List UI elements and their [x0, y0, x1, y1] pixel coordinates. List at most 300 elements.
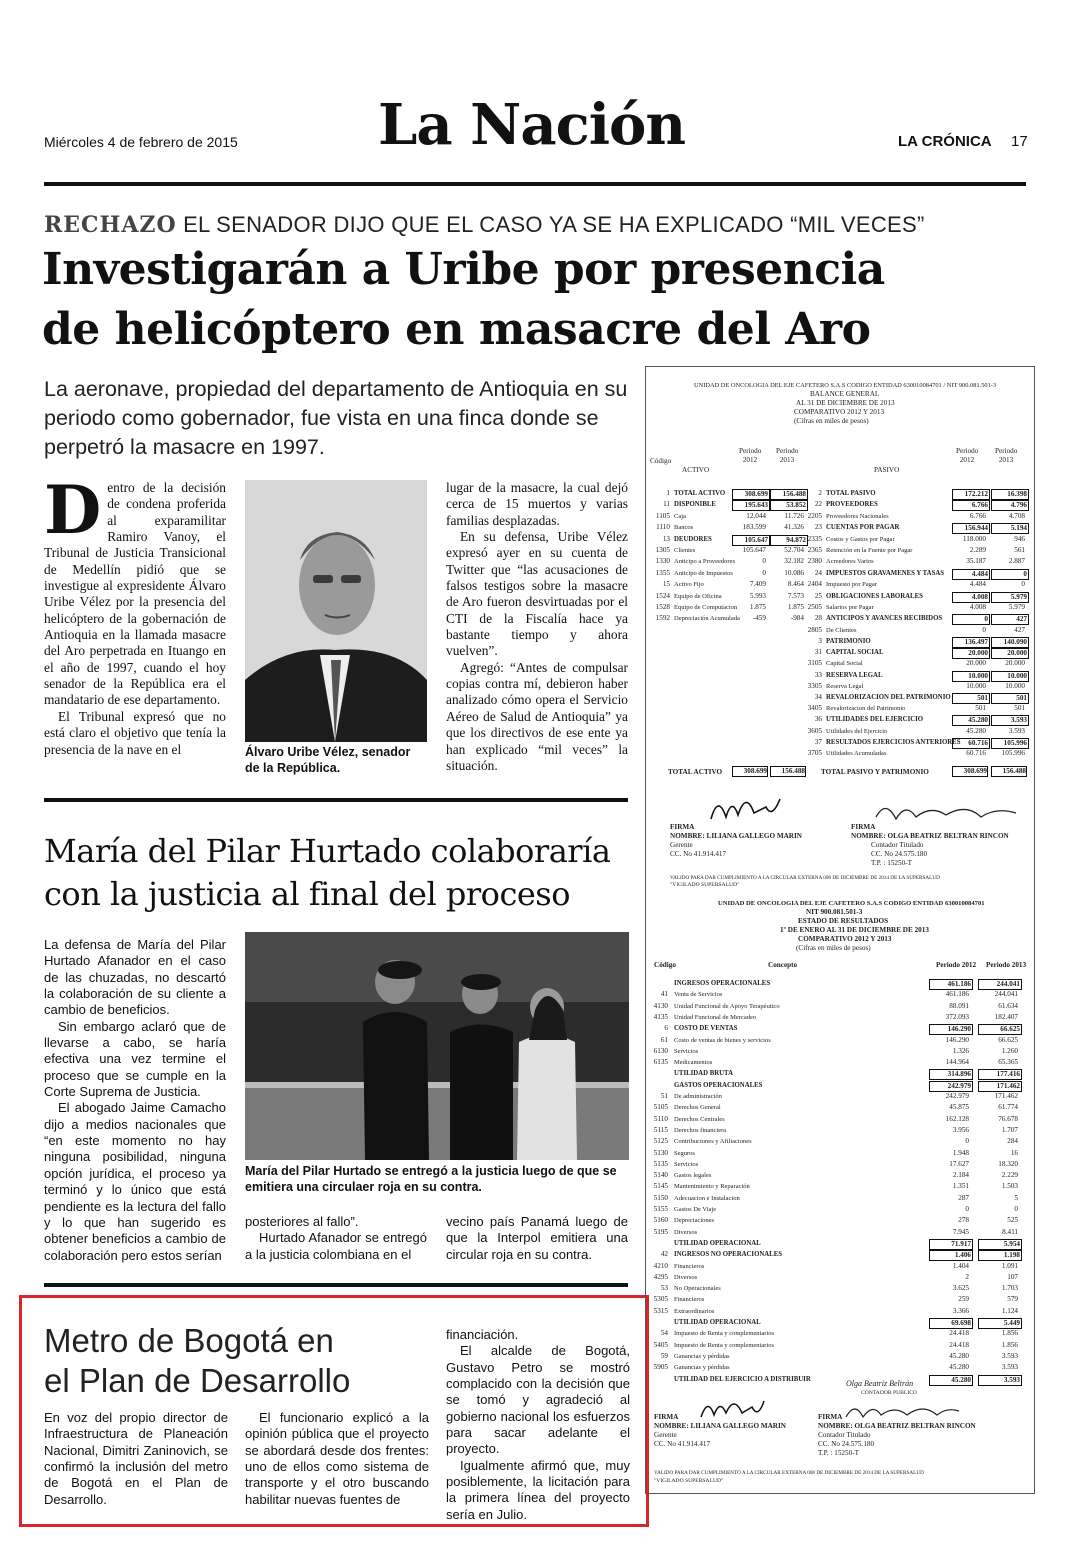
activo-row-value-2013: 94.872 — [770, 535, 808, 546]
pasivo-row-code: 22 — [814, 500, 822, 509]
er-row-value-2013: 1.124 — [1001, 1306, 1018, 1315]
er-row-value-2012: 45.280 — [929, 1375, 973, 1386]
er-col-p2012: Periodo 2012 — [936, 961, 977, 969]
er-row-code: 5160 — [653, 1216, 668, 1225]
third-col1-p1: En voz del propio director de Infraestructura de Planeación Nacional, Dimitri Zaninovich, se confirmó la inclusión del metro de Bogotá en el Plan de Desarrollo. — [44, 1410, 228, 1507]
bg-col-activo: ACTIVO — [682, 466, 710, 474]
patrimonio-row-value-2013: 3.593 — [991, 715, 1029, 726]
er-row-label: Diversos — [674, 1228, 698, 1236]
er-row-value-2013: 1.260 — [1001, 1046, 1018, 1055]
second-headline-line1: María del Pilar Hurtado colaboraría — [44, 832, 611, 870]
activo-row-code: 1330 — [655, 557, 670, 566]
patrimonio-row-value-2013: 501 — [991, 693, 1029, 704]
patrimonio-row-value-2013: 140.090 — [991, 637, 1029, 648]
pasivo-row-value-2013: 4.796 — [991, 500, 1029, 511]
activo-row-value-2012: 1.875 — [749, 603, 766, 611]
er-row-label: INGRESOS NO OPERACIONALES — [674, 1251, 783, 1259]
activo-row-value-2013: 10.086 — [784, 568, 804, 577]
er-row-value-2013: 1.856 — [1001, 1340, 1018, 1349]
pasivo-row-value-2013: 0 — [991, 569, 1029, 580]
patrimonio-row-value-2012: 10.000 — [952, 671, 990, 682]
lead-headline-line1: Investigarán a Uribe por presencia — [42, 244, 885, 295]
patrimonio-row-value-2013: 20.000 — [1005, 659, 1025, 668]
er-row-label: Gastos De Viaje — [674, 1206, 717, 1213]
patrimonio-row-code: 34 — [814, 693, 822, 701]
er-row-value-2012: 461.186 — [929, 979, 973, 990]
patrimonio-row-label: REVALORIZACION DEL PATRIMONIO — [826, 694, 951, 701]
er-row-code: 4210 — [653, 1261, 668, 1270]
er-row-value-2012: 0 — [965, 1137, 969, 1146]
er-title-2: NIT 900.081.501-3 — [806, 908, 863, 916]
masthead: La Nación — [378, 92, 686, 158]
pasivo-row-value-2013: 4.708 — [1008, 511, 1025, 520]
er-row-label: Derechos financiera — [674, 1126, 727, 1134]
er-row-value-2012: 278 — [958, 1216, 969, 1225]
bg-title-4: COMPARATIVO 2012 Y 2013 — [794, 408, 885, 416]
activo-row-code: 1305 — [655, 546, 670, 554]
activo-row-value-2012: 12.044 — [746, 511, 766, 520]
er-row-code: 61 — [660, 1035, 668, 1044]
patrimonio-row-value-2012: 10.000 — [966, 681, 986, 690]
second-headline-line2: con la justicia al final del proceso — [44, 875, 570, 913]
er-row-value-2012: 162.128 — [945, 1114, 969, 1123]
er-row-value-2012: 1.351 — [952, 1182, 969, 1191]
activo-row-code: 1524 — [655, 591, 670, 600]
er-row-value-2013: 579 — [1007, 1295, 1018, 1304]
activo-row-value-2013: -984 — [790, 614, 804, 623]
total-activo-2013: 156.488 — [770, 766, 806, 777]
second-col3-p1: vecino país Panamá luego de que la Interpol emitiera una circular roja en su contra. — [446, 1214, 628, 1262]
er-sig2-cc: CC. No 24.575.180 — [818, 1440, 875, 1448]
activo-row-value-2013: 1.875 — [787, 603, 804, 611]
patrimonio-row-value-2013: 10.000 — [1005, 681, 1025, 690]
financial-notice — [645, 366, 1035, 1494]
third-col3-p0: financiación. — [446, 1327, 519, 1342]
er-row-code: 6135 — [653, 1058, 668, 1067]
activo-row-label: Anticipo a Proveedores — [674, 558, 736, 566]
er-row-value-2013: 1.091 — [1001, 1261, 1018, 1270]
second-bottom-rule — [44, 1283, 628, 1287]
er-row-label: Financieros — [674, 1296, 705, 1304]
er-row-label: INGRESOS OPERACIONALES — [674, 980, 771, 987]
er-row-value-2012: 1.404 — [952, 1261, 969, 1270]
patrimonio-row-code: 36 — [814, 715, 822, 724]
lead-col1-p1: entro de la decisión de condena proferida al exparamilitar Ramiro Vanoy, el Tribunal de Justicia Transicional de Medellín pidió que se investigue al expresidente Álvaro Uribe Vélez por la presencia del helicóptero de la gobernación de Antioquia en la llamada masacre del Aro perpetrada en Ituango en el año de 1997, cuando el hoy senador de la República era el mandatario de ese departamento. — [44, 480, 226, 708]
pasivo-row-label: Costos y Gastos por Pagar — [826, 535, 895, 543]
patrimonio-row-value-2012: 60.716 — [966, 749, 986, 757]
pasivo-row-code: 2365 — [807, 546, 822, 554]
patrimonio-row-value-2012: 501 — [975, 704, 986, 713]
sig1-role: Gerente — [670, 841, 693, 849]
er-row-value-2012: 3.366 — [952, 1306, 969, 1315]
lead-headline-line2: de helicóptero en masacre del Aro — [42, 304, 871, 355]
signature-2-image — [871, 797, 1021, 827]
patrimonio-row-value-2012: 20.000 — [966, 659, 986, 668]
activo-row-value-2013: 53.852 — [770, 500, 808, 511]
er-row-label: Mantenimiento y Reparación — [674, 1183, 750, 1191]
er-row-code: 6130 — [653, 1046, 668, 1055]
er-row-value-2012: 2 — [965, 1272, 969, 1281]
activo-row-code: 1110 — [656, 523, 670, 532]
pasivo-row-value-2013: 16.398 — [991, 489, 1029, 500]
patrimonio-row-code: 33 — [814, 670, 822, 679]
header-rule — [44, 182, 1026, 186]
lead-col1-p2: El Tribunal expresó que no está claro el objetivo que tenía la presencia de la nave en el — [44, 708, 226, 757]
pasivo-row-value-2013: 5.194 — [991, 523, 1029, 534]
pasivo-row-code: 2404 — [807, 580, 822, 589]
activo-row-label: DISPONIBLE — [674, 501, 716, 509]
activo-row-value-2012: 195.643 — [732, 500, 770, 511]
activo-row-value-2012: 0 — [762, 568, 766, 577]
er-row-value-2013: 1.198 — [978, 1250, 1022, 1261]
er-row-label: Diversos — [674, 1273, 698, 1281]
pasivo-row-code: 24 — [814, 568, 822, 577]
er-row-label: Gastos legales — [674, 1172, 712, 1180]
er-row-label: Unidad Funcional de Apoyo Terapéutico — [674, 1002, 780, 1010]
er-row-label: Financieros — [674, 1262, 705, 1270]
er-row-value-2012: 242.979 — [945, 1092, 969, 1100]
patrimonio-row-label: Utilidades del Ejercicio — [826, 727, 888, 735]
er-row-label: Medicamentos — [674, 1059, 713, 1067]
bg-col-codigo: Código — [650, 457, 672, 465]
patrimonio-row-label: UTILIDADES DEL EJERCICIO — [826, 716, 924, 724]
third-col-2 — [245, 1410, 429, 1508]
pasivo-row-value-2013: 2.887 — [1008, 557, 1025, 566]
activo-row-label: DEUDORES — [674, 535, 712, 543]
er-title-6: (Cifras en miles de pesos) — [796, 944, 871, 952]
activo-row-code: 15 — [662, 580, 670, 589]
patrimonio-row-value-2012: 45.280 — [966, 726, 986, 735]
er-row-value-2012: 144.964 — [945, 1058, 969, 1067]
er-row-value-2013: 1.503 — [1001, 1182, 1018, 1191]
er-row-label: Impuesto de Renta y complementarios — [674, 1330, 775, 1338]
patrimonio-row-value-2013: 105.996 — [991, 738, 1029, 749]
hurtado-photo — [245, 932, 629, 1160]
er-row-value-2013: 16 — [1010, 1148, 1018, 1157]
activo-row-value-2013: 32.182 — [784, 557, 804, 566]
er-row-value-2013: 1.703 — [1001, 1284, 1018, 1293]
er-row-value-2012: 17.627 — [949, 1159, 969, 1168]
er-title-4: 1º DE ENERO AL 31 DE DICIEMBRE DE 2013 — [780, 926, 929, 934]
activo-row-code: 13 — [662, 534, 670, 543]
er-row-code: 5195 — [653, 1227, 668, 1236]
patrimonio-row-value-2013: 3.593 — [1008, 726, 1025, 735]
bg-col-p2013-a: Periodo 2013 — [776, 447, 799, 465]
activo-row-label: Bancos — [674, 524, 694, 532]
er-row-code: 5125 — [653, 1137, 668, 1146]
pasivo-row-label: CUENTAS POR PAGAR — [826, 524, 900, 532]
er-row-code: 6 — [664, 1024, 668, 1033]
page-number: 17 — [1011, 133, 1028, 150]
activo-row-value-2012: 0 — [762, 557, 766, 566]
er-row-value-2013: 8.411 — [1002, 1227, 1018, 1236]
activo-row-code: 1105 — [655, 511, 670, 520]
lead-col3-p3: Agregó: “Antes de compulsar copias contra mí, debieron haber analizado cómo opera el Servicio Aéreo de Salud de Antioquia” ya que los directivos de ese ente ya han explicado “mil veces” la situación. — [446, 659, 628, 773]
lead-deck: La aeronave, propiedad del departamento de Antioquia en su periodo como gobernador, fue vista en una finca donde se perpetró la masacre en 1997. — [44, 377, 628, 459]
er-row-code: 42 — [660, 1250, 668, 1259]
activo-row-label: Anticipo de Impuestos — [674, 569, 733, 577]
er-row-label: Ganancias y pérdidas — [674, 1352, 730, 1360]
er-row-value-2012: 461.186 — [945, 990, 969, 999]
third-col3-p2: Igualmente afirmó que, muy posiblemente, la licitación para la primera línea del proyecto sería en Julio. — [446, 1457, 630, 1522]
sig2-tp: T.P. : 15250-T — [871, 859, 912, 867]
er-row-value-2012: 3.625 — [952, 1284, 969, 1293]
er-row-code: 4130 — [653, 1001, 668, 1010]
pasivo-row-label: De Clientes — [826, 626, 857, 634]
activo-row-value-2013: 52.704 — [784, 546, 804, 554]
patrimonio-row-label: Capital Social — [826, 660, 863, 668]
er-row-value-2012: 69.698 — [929, 1318, 973, 1329]
activo-row-code: 11 — [663, 500, 670, 509]
pasivo-row-code: 2 — [818, 489, 822, 497]
pasivo-row-code: 2335 — [807, 534, 822, 543]
er-row-value-2013: 107 — [1007, 1272, 1018, 1281]
third-headline-line1: Metro de Bogotá en — [44, 1322, 334, 1359]
er-row-label: GASTOS OPERACIONALES — [674, 1081, 763, 1089]
er-row-value-2012: 45.875 — [949, 1103, 969, 1112]
pasivo-row-value-2013: 427 — [1014, 625, 1025, 634]
er-row-code: 5315 — [653, 1306, 668, 1315]
patrimonio-row-code: 3 — [818, 637, 822, 645]
activo-row-label: Caja — [674, 512, 686, 520]
patrimonio-row-label: PATRIMONIO — [826, 638, 871, 645]
er-row-label: Adecuacion e Instalacion — [674, 1194, 740, 1202]
er-row-value-2012: 287 — [958, 1193, 969, 1202]
courtroom-illustration — [245, 932, 629, 1160]
second-col-1 — [44, 937, 226, 1264]
er-row-label: UTILIDAD BRUTA — [674, 1070, 733, 1078]
sig2-role: Contador Titulado — [871, 841, 924, 849]
er-row-value-2013: 61.774 — [998, 1103, 1018, 1112]
pasivo-row-value-2013: 5.979 — [1008, 603, 1025, 611]
pasivo-row-label: Retención en la Fuente por Pagar — [826, 547, 913, 554]
er-sig1-firma: FIRMA — [654, 1413, 679, 1421]
pasivo-row-label: Salarios por Pagar — [826, 604, 874, 611]
er-row-value-2013: 1.856 — [1001, 1329, 1018, 1338]
second-col2-p2: Hurtado Afanador se entregó a la justicia colombiana en el — [245, 1230, 427, 1262]
activo-row-value-2012: 5.993 — [749, 591, 766, 600]
er-row-label: No Operacionales — [674, 1285, 721, 1293]
er-row-value-2012: 1.326 — [952, 1046, 969, 1055]
er-row-value-2013: 5 — [1014, 1193, 1018, 1202]
pasivo-row-label: Proveedores Nacionales — [826, 512, 889, 520]
pasivo-row-code: 25 — [814, 591, 822, 600]
activo-row-value-2012: 7.409 — [749, 580, 766, 589]
financial-content — [646, 367, 1034, 1493]
signature-3-image — [696, 1393, 766, 1425]
er-row-value-2013: 0 — [1014, 1205, 1018, 1213]
er-row-code: 51 — [660, 1092, 668, 1100]
er-sig2-tp: T.P. : 15250-T — [818, 1449, 859, 1457]
activo-row-value-2012: -459 — [752, 614, 766, 623]
dropcap: D — [44, 471, 102, 549]
er-row-label: COSTO DE VENTAS — [674, 1025, 738, 1033]
second-col1-p3: El abogado Jaime Camacho dijo a medios nacionales que “en este momento no hay ninguna posibilidad, ninguna opción jurídica, el proceso ya terminó y lo único que está pendiente es la lectura del fallo y lo que han sugerido es obtener beneficios a cambio de colaboración pero estos serían — [44, 1100, 226, 1263]
er-row-label: Unidad Funcional de Mercadeo — [674, 1013, 757, 1021]
second-col1-p1: La defensa de María del Pilar Hurtado Afanador en el caso de las chuzadas, no descartó la colaboración de su cliente a cambio de beneficios. — [44, 937, 226, 1018]
third-headline-line2: el Plan de Desarrollo — [44, 1362, 351, 1399]
kicker-label: RECHAZO — [44, 212, 177, 238]
third-col-1 — [44, 1410, 228, 1508]
er-row-value-2012: 24.418 — [949, 1329, 969, 1338]
er-row-code: 5105 — [653, 1103, 668, 1112]
er-row-value-2013: 3.593 — [978, 1375, 1022, 1386]
er-row-code: 5905 — [653, 1363, 668, 1372]
er-row-label: Seguros — [674, 1149, 695, 1157]
pasivo-row-label: Acreedores Varios — [826, 558, 874, 566]
er-row-value-2013: 171.462 — [994, 1092, 1018, 1100]
er-row-value-2012: 146.290 — [945, 1035, 969, 1044]
pasivo-row-code: 2380 — [807, 557, 822, 566]
activo-row-value-2013: 7.573 — [787, 591, 804, 600]
er-row-value-2013: 244.041 — [978, 979, 1022, 990]
er-row-code: 4295 — [653, 1272, 668, 1281]
er-row-label: Derechos General — [674, 1104, 721, 1112]
patrimonio-row-value-2013: 20.000 — [991, 648, 1029, 659]
pasivo-row-value-2012: 0 — [982, 625, 986, 634]
er-row-value-2012: 0 — [965, 1205, 969, 1213]
er-row-value-2013: 525 — [1007, 1216, 1018, 1225]
pasivo-row-code: 23 — [814, 523, 822, 532]
er-row-value-2013: 66.625 — [978, 1024, 1022, 1035]
er-row-label: UTILIDAD OPERACIONAL — [674, 1239, 761, 1247]
pasivo-row-value-2012: 4.484 — [969, 580, 986, 589]
portrait-illustration — [245, 480, 427, 742]
er-row-label: Venta de Servicios — [674, 991, 723, 999]
pasivo-row-value-2012: 35.187 — [966, 557, 986, 566]
er-row-value-2013: 2.229 — [1001, 1171, 1018, 1180]
activo-row-value-2013: 8.464 — [787, 580, 804, 589]
patrimonio-row-label: Utilidades Acumuladas — [826, 750, 887, 757]
second-col-3 — [446, 1214, 628, 1263]
bg-col-p2012-a: Periodo 2012 — [739, 447, 762, 465]
second-col1-p2: Sin embargo aclaró que de llevarse a cabo, se haría efectiva una vez termine el proceso que se cumple en la Corte Suprema de Justicia. — [44, 1018, 226, 1100]
activo-row-value-2013: 11.726 — [784, 511, 804, 520]
patrimonio-row-code: 37 — [814, 737, 822, 746]
activo-row-label: Depreciación Acumulada — [674, 615, 740, 623]
er-title-1: UNIDAD DE ONCOLOGIA DEL EJE CAFETERO S.A.S CODIGO ENTIDAD 630010084701 — [718, 900, 985, 907]
er-row-value-2012: 259 — [958, 1295, 969, 1304]
patrimonio-row-value-2013: 105.996 — [1001, 749, 1025, 757]
er-row-code: 5405 — [653, 1340, 668, 1349]
er-row-label: UTILIDAD OPERACIONAL — [674, 1319, 761, 1326]
er-row-value-2012: 45.280 — [949, 1351, 969, 1360]
er-row-value-2012: 7.945 — [952, 1227, 969, 1236]
er-row-code: 5110 — [653, 1114, 668, 1123]
pasivo-row-value-2012: 4.008 — [952, 592, 990, 603]
er-row-code: 5130 — [653, 1148, 668, 1157]
lead-col-1 — [44, 471, 226, 758]
er-row-value-2013: 61.634 — [998, 1001, 1018, 1010]
pasivo-row-value-2012: 6.766 — [952, 500, 990, 511]
vigilado-2: "VIGILADO SUPERSALUD" — [654, 1478, 724, 1484]
pasivo-row-value-2013: 5.979 — [991, 592, 1029, 603]
pasivo-row-value-2013: 561 — [1014, 546, 1025, 554]
issue-date: Miércoles 4 de febrero de 2015 — [44, 134, 238, 150]
activo-row-code: 1592 — [655, 614, 670, 623]
er-row-label: Extraordinarios — [674, 1307, 715, 1315]
er-sig2-firma: FIRMA — [818, 1413, 843, 1421]
total-activo-label: TOTAL ACTIVO — [668, 768, 723, 776]
pasivo-row-value-2012: 6.766 — [969, 511, 986, 520]
patrimonio-row-value-2013: 501 — [1014, 704, 1025, 713]
total-pp-2013: 156.488 — [991, 766, 1027, 777]
pasivo-row-label: PROVEEDORES — [826, 501, 878, 509]
er-title-3: ESTADO DE RESULTADOS — [798, 917, 889, 925]
lead-col3-p2: En su defensa, Uribe Vélez expresó ayer en su cuenta de Twitter que “las acusaciones de falsos testigos sobre la masacre de Aro fueron desvirtuadas por el CTI de la Fiscalía hace ya bastante tiempo y ahora vuelven”. — [446, 529, 628, 659]
third-col3-p1: El alcalde de Bogotá, Gustavo Petro se mostró complacido con la decisión que se tomó y agradeció al gobierno nacional los esfuerzos para sacar adelante el proyecto. — [446, 1343, 630, 1457]
patrimonio-row-value-2012: 501 — [952, 693, 990, 704]
er-row-code: 5115 — [653, 1125, 668, 1134]
er-row-value-2013: 5.954 — [978, 1239, 1022, 1250]
er-row-value-2013: 3.593 — [1001, 1351, 1018, 1360]
activo-row-value-2012: 308.699 — [732, 489, 770, 500]
er-row-value-2013: 171.462 — [978, 1081, 1022, 1092]
pasivo-row-value-2013: 946 — [1014, 534, 1025, 543]
pasivo-row-value-2013: 0 — [1021, 580, 1025, 589]
pasivo-row-value-2013: 427 — [991, 614, 1029, 625]
lead-col3-p1: lugar de la masacre, la cual dejó cerca de 15 muertos y varias familias desplazadas. — [446, 480, 628, 528]
er-row-value-2012: 242.979 — [929, 1081, 973, 1092]
er-row-code: 5305 — [653, 1295, 668, 1304]
activo-row-code: 1528 — [655, 603, 670, 611]
patrimonio-row-label: Reserva Legal — [826, 682, 864, 690]
uribe-photo-caption: Álvaro Uribe Vélez, senador de la República. — [245, 745, 411, 775]
bg-col-p2013-b: Periodo 2013 — [995, 447, 1018, 465]
er-row-code: 5155 — [653, 1205, 668, 1213]
patrimonio-row-value-2012: 136.497 — [952, 637, 990, 648]
patrimonio-row-label: CAPITAL SOCIAL — [826, 649, 884, 657]
patrimonio-row-code: 3305 — [807, 681, 822, 690]
er-row-code: 5135 — [653, 1159, 668, 1168]
pasivo-row-label: IMPUESTOS GRAVAMENES Y TASAS — [826, 569, 945, 577]
er-row-value-2012: 88.091 — [949, 1001, 969, 1010]
patrimonio-row-code: 3605 — [807, 726, 822, 735]
total-activo-2012: 308.699 — [732, 766, 768, 777]
activo-row-value-2013: 156.488 — [770, 489, 808, 500]
er-row-label: Contribuciones y Afiliaciones — [674, 1138, 752, 1146]
patrimonio-row-value-2012: 60.716 — [952, 738, 990, 749]
sig1-firma: FIRMA — [670, 823, 695, 831]
patrimonio-row-label: Revalorizacion del Patrimonio — [826, 705, 906, 713]
er-col-p2013: Periodo 2013 — [986, 961, 1027, 969]
uribe-photo — [245, 480, 427, 742]
er-row-value-2013: 66.625 — [998, 1035, 1018, 1044]
pasivo-row-value-2012: 4.484 — [952, 569, 990, 580]
er-row-value-2012: 372.093 — [945, 1012, 969, 1021]
activo-row-label: TOTAL ACTIVO — [674, 490, 726, 497]
er-sig1-role: Gerente — [654, 1431, 677, 1439]
kicker-line — [44, 212, 925, 238]
er-row-label: Impuesto de Renta y complementarios — [674, 1341, 775, 1349]
er-row-value-2013: 244.041 — [994, 990, 1018, 999]
valido-1: VALIDO PARA DAR CUMPLIMIENTO A LA CIRCULAR EXTERNA 008 DE DICIEMBRE DE 2014 DE LA SUPERSALUD — [670, 875, 940, 881]
er-row-value-2012: 1.948 — [952, 1148, 969, 1157]
patrimonio-row-code: 3705 — [807, 749, 822, 757]
er-col-codigo: Código — [654, 961, 676, 969]
activo-row-label: Activo Fijo — [674, 581, 704, 589]
pasivo-row-label: TOTAL PASIVO — [826, 490, 876, 497]
er-row-code: 41 — [660, 990, 668, 999]
pasivo-row-label: OBLIGACIONES LABORALES — [826, 592, 923, 600]
er-row-code: 5140 — [653, 1171, 668, 1180]
er-row-code: 4135 — [653, 1012, 668, 1021]
pasivo-row-value-2012: 172.212 — [952, 489, 990, 500]
activo-row-label: Equipo de Oficina — [674, 592, 722, 600]
pasivo-row-code: 28 — [814, 614, 822, 623]
bg-title-3: AL 31 DE DICIEMBRE DE 2013 — [796, 399, 895, 407]
er-row-code: 53 — [660, 1284, 668, 1293]
